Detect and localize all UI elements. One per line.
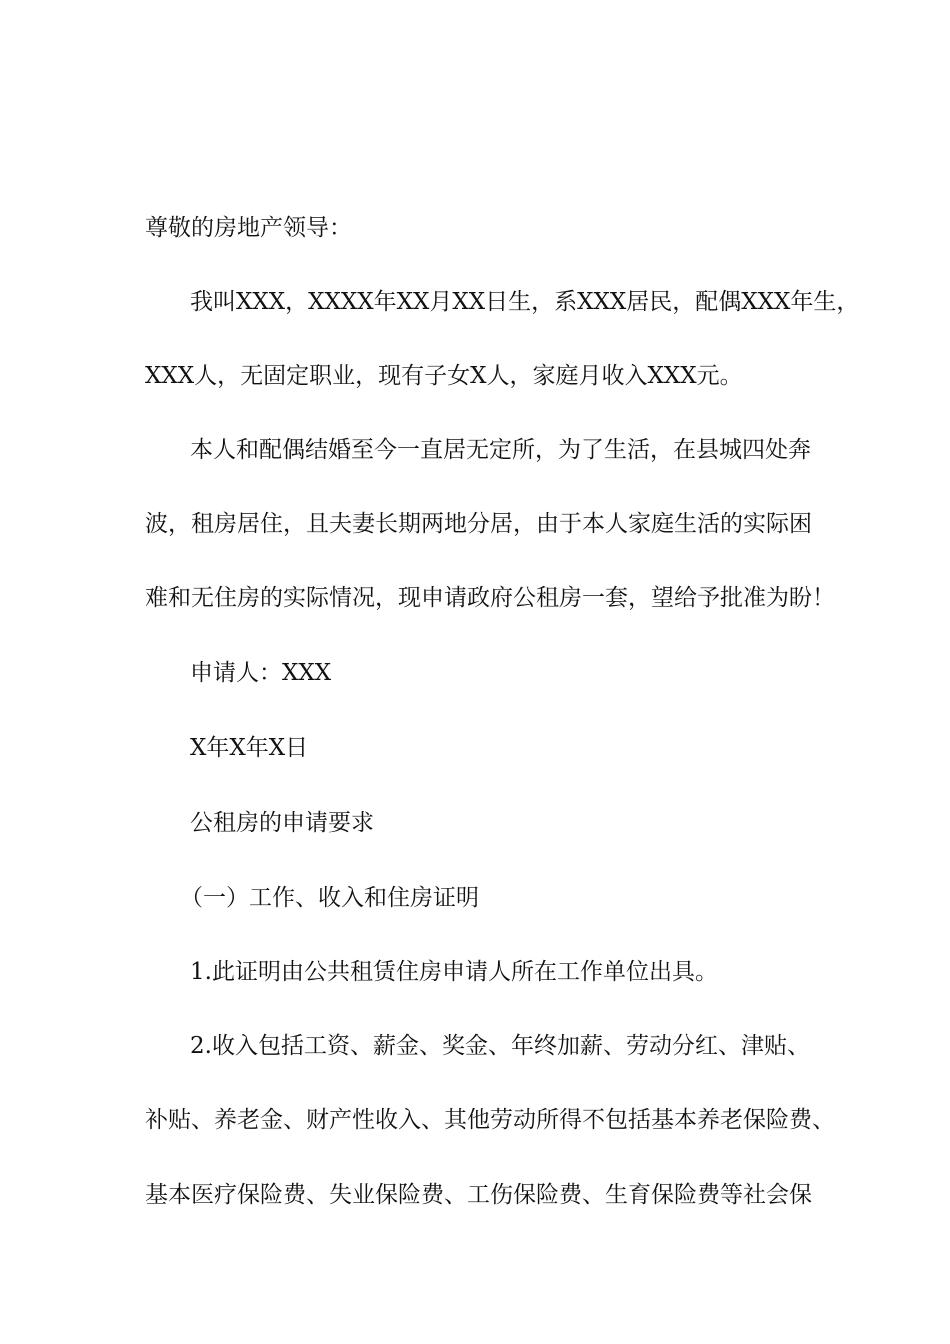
paragraph-line-1: 我叫XXX，XXXX年XX月XX日生，系XXX居民，配偶XXX年生， [190,289,860,315]
section-heading: 公租房的申请要求 [190,810,374,836]
item-1: 1.此证明由公共租赁住房申请人所在工作单位出具。 [190,959,718,985]
date-line: X年X年X日 [190,735,309,761]
applicant-line: 申请人：XXX [190,660,332,686]
salutation: 尊敬的房地产领导： [145,215,352,241]
item-2-line-2: 补贴、养老金、财产性收入、其他劳动所得不包括基本养老保险费、 [145,1107,835,1133]
item-2-line-1: 2.收入包括工资、薪金、奖金、年终加薪、劳动分红、津贴、 [190,1033,810,1059]
paragraph-line-4: 波，租房居住，且夫妻长期两地分居，由于本人家庭生活的实际困 [145,511,812,537]
paragraph-line-3: 本人和配偶结婚至今一直居无定所，为了生活，在县城四处奔 [190,437,811,463]
subsection-heading: （一）工作、收入和住房证明 [180,885,479,911]
paragraph-line-2: XXX人，无固定职业，现有子女X人，家庭月收入XXX元。 [145,363,743,389]
item-2-line-3: 基本医疗保险费、失业保险费、工伤保险费、生育保险费等社会保 [145,1182,812,1208]
paragraph-line-5: 难和无住房的实际情况，现申请政府公租房一套，望给予批准为盼！ [145,585,835,611]
